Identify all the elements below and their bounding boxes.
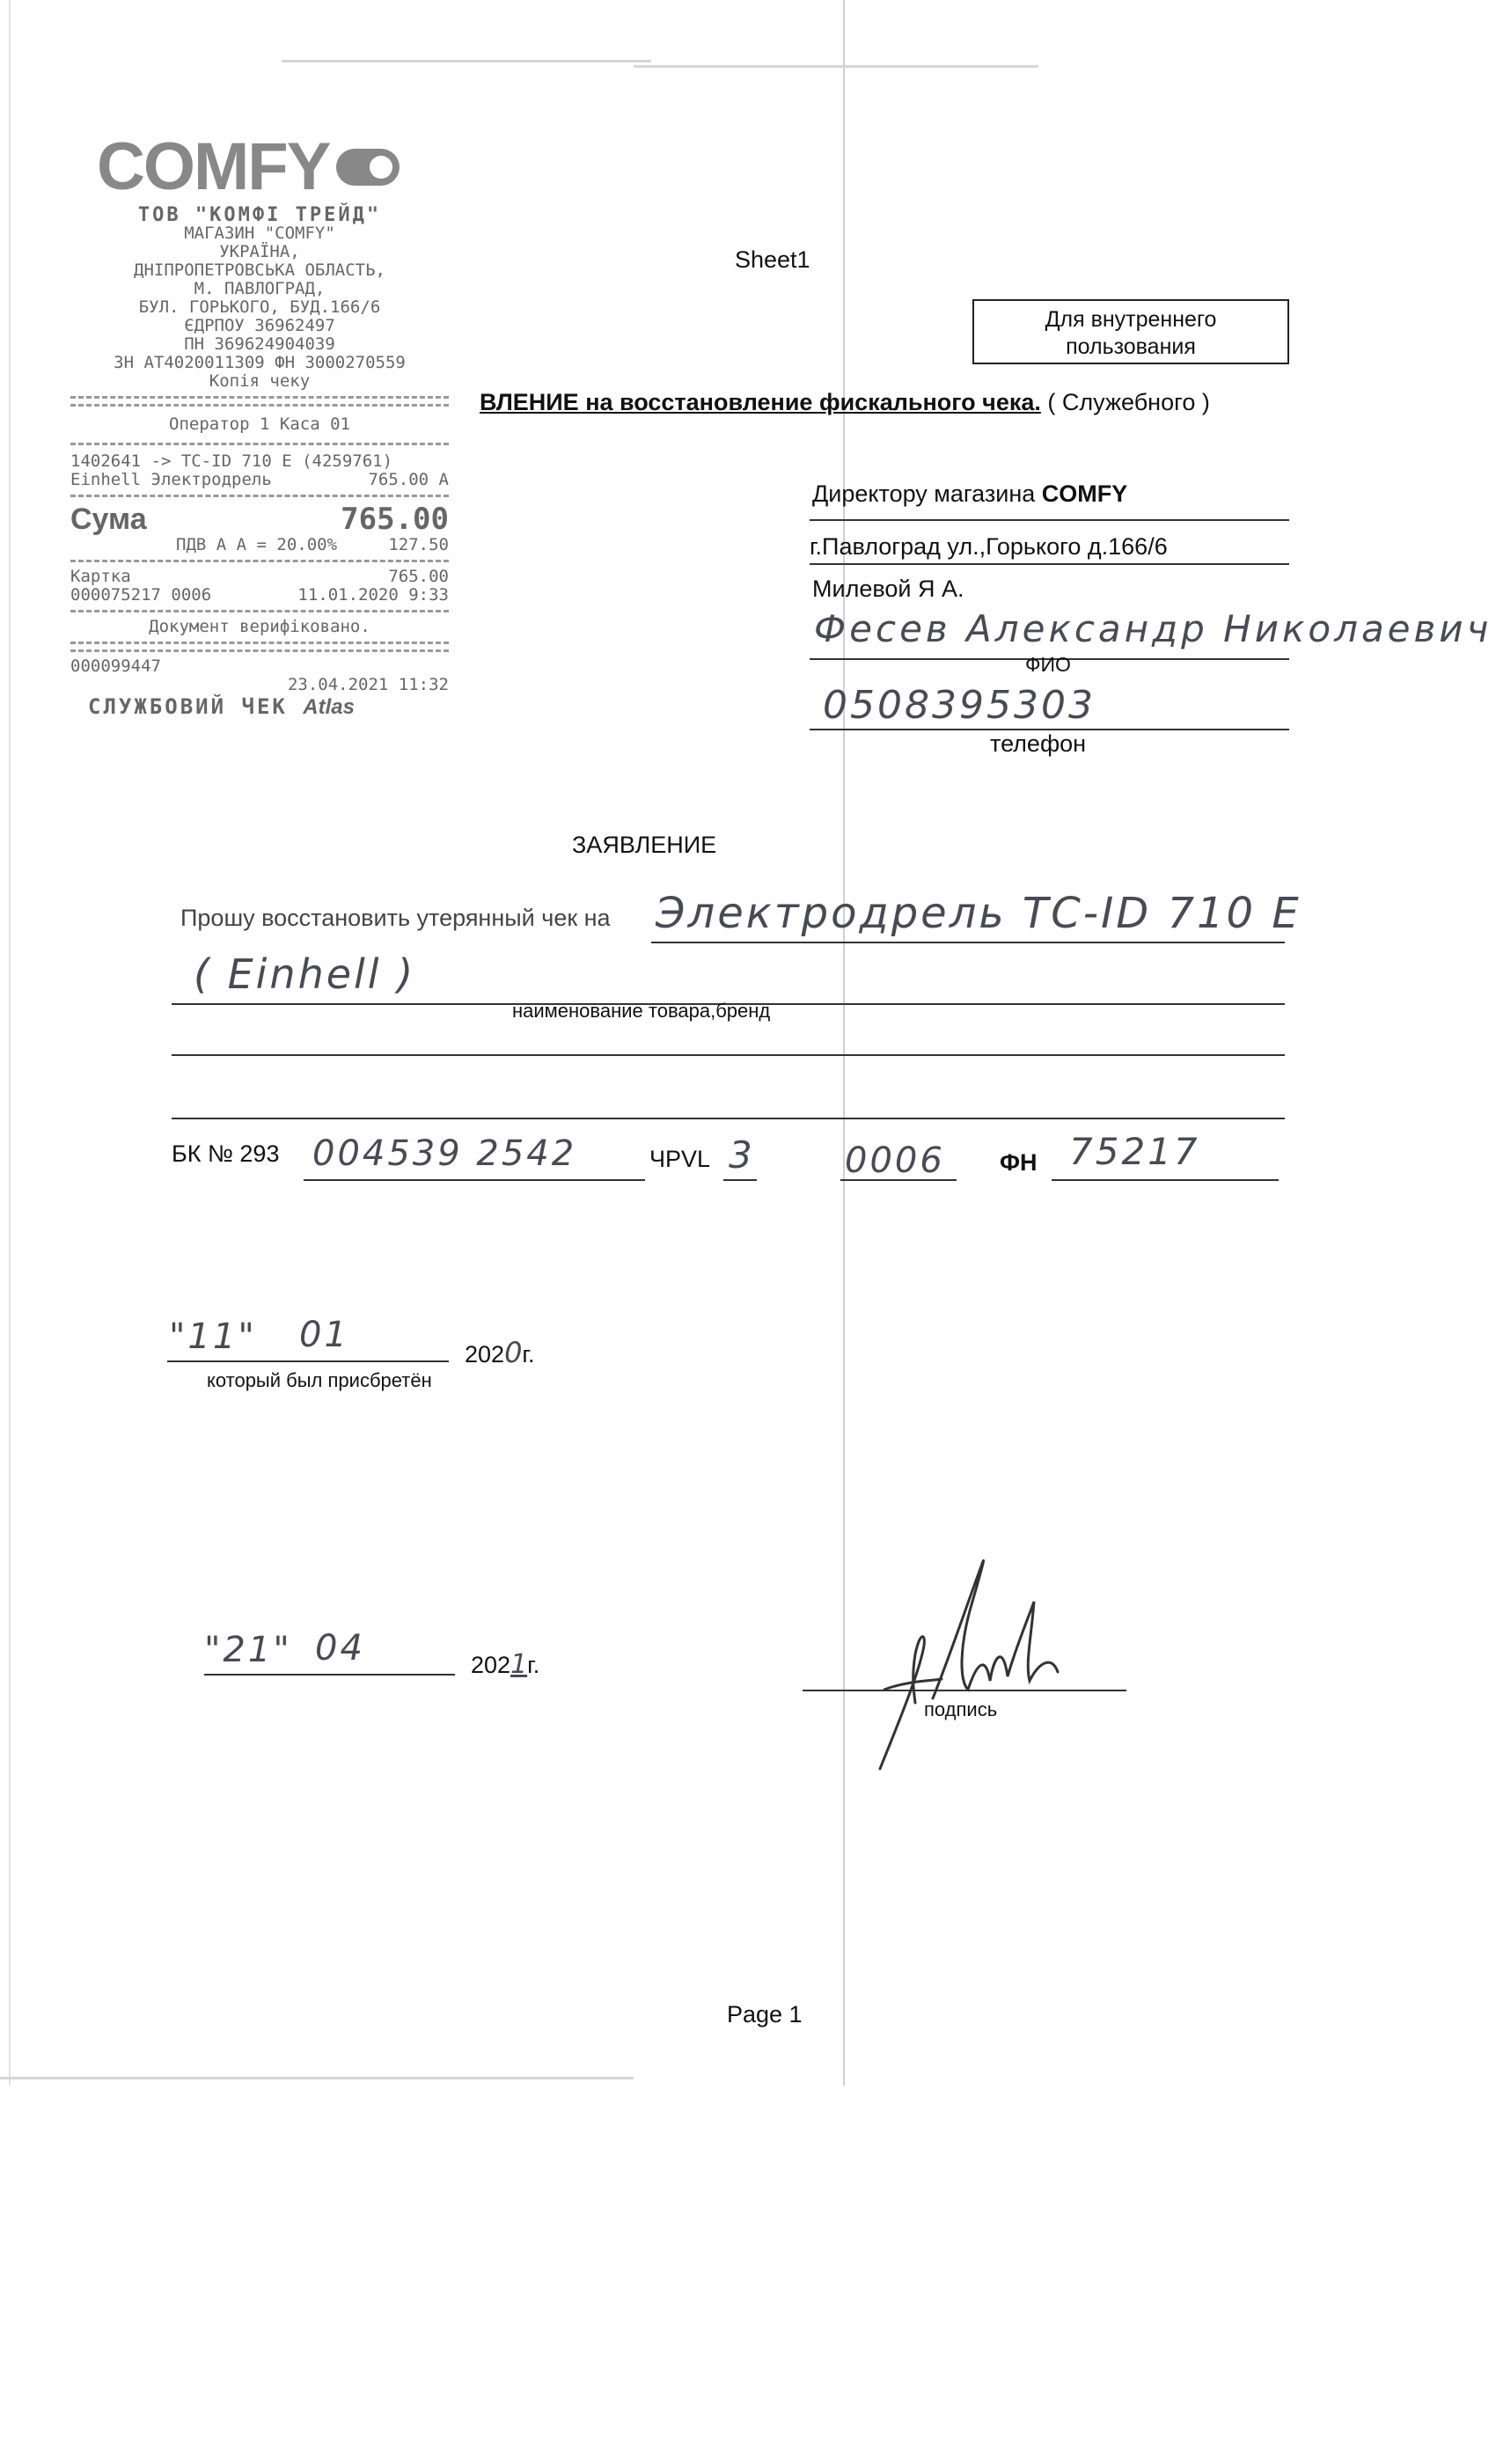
- request-prefix: Прошу восстановить утерянный чек на: [180, 905, 611, 931]
- signature-label: подпись: [924, 1698, 998, 1720]
- receipt-zn-line: ЗН АТ4020011309 ФН 3000270559: [114, 353, 406, 372]
- receipt-divider: [70, 642, 449, 644]
- purchase-year-suffix: г.: [522, 1341, 535, 1368]
- manager-name: Милевой Я А.: [812, 576, 964, 602]
- receipt-company-line: ПН 369624904039: [184, 334, 335, 354]
- scan-top-line: [634, 65, 1038, 68]
- statement-title: ЗАЯВЛЕНИЕ: [572, 832, 717, 858]
- purchase-date-underline: [167, 1360, 449, 1362]
- receipt-vat-row: [70, 536, 449, 554]
- fiscal-receipt-copy: [70, 129, 449, 801]
- receipt-company-line: ТОВ "КОМФІ ТРЕЙД": [137, 204, 382, 226]
- fio-label: ФИО: [1025, 653, 1071, 676]
- page-number: Page 1: [727, 2001, 803, 2028]
- heading-bold: ВЛЕНИЕ на восстановление фискального чека.: [480, 389, 1041, 415]
- receipt-card-value: 765.00: [388, 567, 449, 586]
- receipt-divider: [70, 495, 449, 497]
- receipt-divider: [70, 443, 449, 445]
- receipt-sum-value: 765.00: [341, 502, 449, 537]
- sign-day-value: 21: [223, 1630, 274, 1670]
- bk-underline: [304, 1179, 645, 1181]
- receipt-service-label: СЛУЖБОВИЙ ЧЕК: [88, 694, 288, 719]
- num-underline: [840, 1179, 957, 1181]
- receipt-service-brand: Atlas: [303, 695, 355, 719]
- document-heading: [480, 389, 1210, 416]
- internal-use-line: Для внутреннего: [1045, 307, 1217, 332]
- receipt-vat-value: 127.50: [388, 535, 449, 554]
- receipt-service-row: [70, 694, 449, 719]
- receipt-company-line: УКРАЇНА,: [219, 242, 300, 261]
- receipt-copy-label: Копія чеку: [209, 371, 311, 391]
- receipt-divider: [70, 610, 449, 612]
- num-handwritten: 0006: [845, 1140, 945, 1181]
- fio-handwritten: Фесев Александр Николаевич: [814, 607, 1492, 650]
- receipt-company-block: [70, 206, 449, 391]
- scan-bottom-line: [0, 2077, 634, 2079]
- receipt-sum-label: Сума: [70, 502, 147, 536]
- director-underline: [810, 519, 1289, 521]
- fn-label: ФН: [1000, 1149, 1038, 1176]
- receipt-card-label: Картка: [70, 567, 131, 586]
- receipt-item-price: 765.00 А: [368, 470, 449, 489]
- purchase-month: 01: [299, 1315, 349, 1355]
- fn-underline: [1052, 1179, 1279, 1181]
- chpvl-label: ЧРVL: [649, 1146, 711, 1172]
- handwritten-signature: [827, 1549, 1074, 1778]
- receipt-doc-row: [70, 586, 449, 605]
- receipt-item-row: [70, 471, 449, 489]
- receipt-divider: [70, 396, 449, 399]
- chpvl-handwritten: 3: [729, 1133, 755, 1177]
- heading-normal: ( Служебного ): [1047, 389, 1210, 415]
- receipt-item-code: 1402641 -> ТС-ID 710 E (4259761): [70, 451, 393, 471]
- purchase-year: [465, 1336, 534, 1369]
- sign-year: [471, 1649, 539, 1680]
- blank-underline: [172, 1118, 1285, 1119]
- receipt-check-date-row: [70, 676, 449, 694]
- signature-underline: [803, 1690, 1126, 1691]
- receipt-divider: [70, 560, 449, 562]
- purchase-day-value: 11: [187, 1316, 238, 1357]
- receipt-doc-date: 11.01.2020 9:33: [297, 585, 449, 605]
- receipt-company-line: ДНІПРОПЕТРОВСЬКА ОБЛАСТЬ,: [134, 260, 385, 280]
- brand-handwritten: ( Einhell ): [194, 950, 416, 998]
- address-underline: [810, 563, 1289, 565]
- sign-year-suffix: г.: [527, 1652, 540, 1678]
- receipt-check-row: [70, 657, 449, 676]
- purchase-year-prefix: 202: [465, 1341, 505, 1368]
- bk-handwritten: 004539 2542: [312, 1133, 577, 1174]
- director-line: [812, 480, 1127, 508]
- sign-year-prefix: 202: [471, 1652, 511, 1678]
- receipt-divider: [70, 404, 449, 407]
- sign-date-underline: [204, 1674, 455, 1676]
- receipt-card-row: [70, 568, 449, 586]
- purchase-label: который был присбретён: [207, 1369, 432, 1391]
- sign-month: 04: [315, 1628, 365, 1668]
- receipt-company-line: МАГАЗИН "COMFY": [184, 224, 335, 243]
- bk-label: БК № 293: [172, 1140, 280, 1167]
- store-address: г.Павлоград ул.,Горького д.166/6: [810, 533, 1168, 560]
- purchase-year-digit: 0: [504, 1336, 523, 1369]
- chpvl-underline: [723, 1179, 757, 1181]
- director-brand: COMFY: [1041, 480, 1128, 507]
- receipt-company-line: М. ПАВЛОГРАД,: [194, 279, 326, 298]
- comfy-logo: COMFY: [97, 132, 449, 202]
- director-prefix: Директору магазина: [812, 480, 1036, 507]
- comfy-logo-icon: [336, 149, 400, 186]
- phone-label: телефон: [990, 730, 1087, 757]
- item-label: наименование товара,бренд: [512, 1000, 771, 1022]
- receipt-check-date: 23.04.2021 11:32: [287, 675, 449, 694]
- receipt-operator: Оператор 1 Каса 01: [169, 414, 350, 434]
- receipt-vat-label: ПДВ А А = 20.00%: [176, 535, 338, 554]
- phone-handwritten: 0508395303: [823, 683, 1096, 728]
- sheet-title: Sheet1: [735, 246, 810, 273]
- receipt-divider: [70, 649, 449, 652]
- sign-day: "21": [204, 1630, 292, 1670]
- internal-use-line: пользования: [1066, 334, 1196, 359]
- scan-vertical-line: [9, 0, 11, 2086]
- receipt-item-name: Einhell Электродрель: [70, 470, 272, 489]
- receipt-check-number: 000099447: [70, 656, 161, 676]
- internal-use-box: [972, 299, 1289, 364]
- scan-top-line: [282, 60, 651, 62]
- receipt-doc-number: 000075217 0006: [70, 585, 212, 605]
- purchase-day: "11": [169, 1316, 257, 1357]
- receipt-verified: Документ верифіковано.: [149, 617, 370, 636]
- blank-underline: [172, 1054, 1285, 1056]
- fn-handwritten: 75217: [1069, 1130, 1200, 1173]
- sign-year-digit: 1: [510, 1649, 528, 1680]
- item-handwritten: Электродрель ТС-ID 710 E: [656, 889, 1302, 938]
- receipt-company-line: ЄДРПОУ 36962497: [184, 316, 335, 335]
- receipt-sum-row: [70, 502, 449, 536]
- item-underline: [651, 942, 1285, 943]
- receipt-company-line: БУЛ. ГОРЬКОГО, БУД.166/6: [138, 297, 381, 317]
